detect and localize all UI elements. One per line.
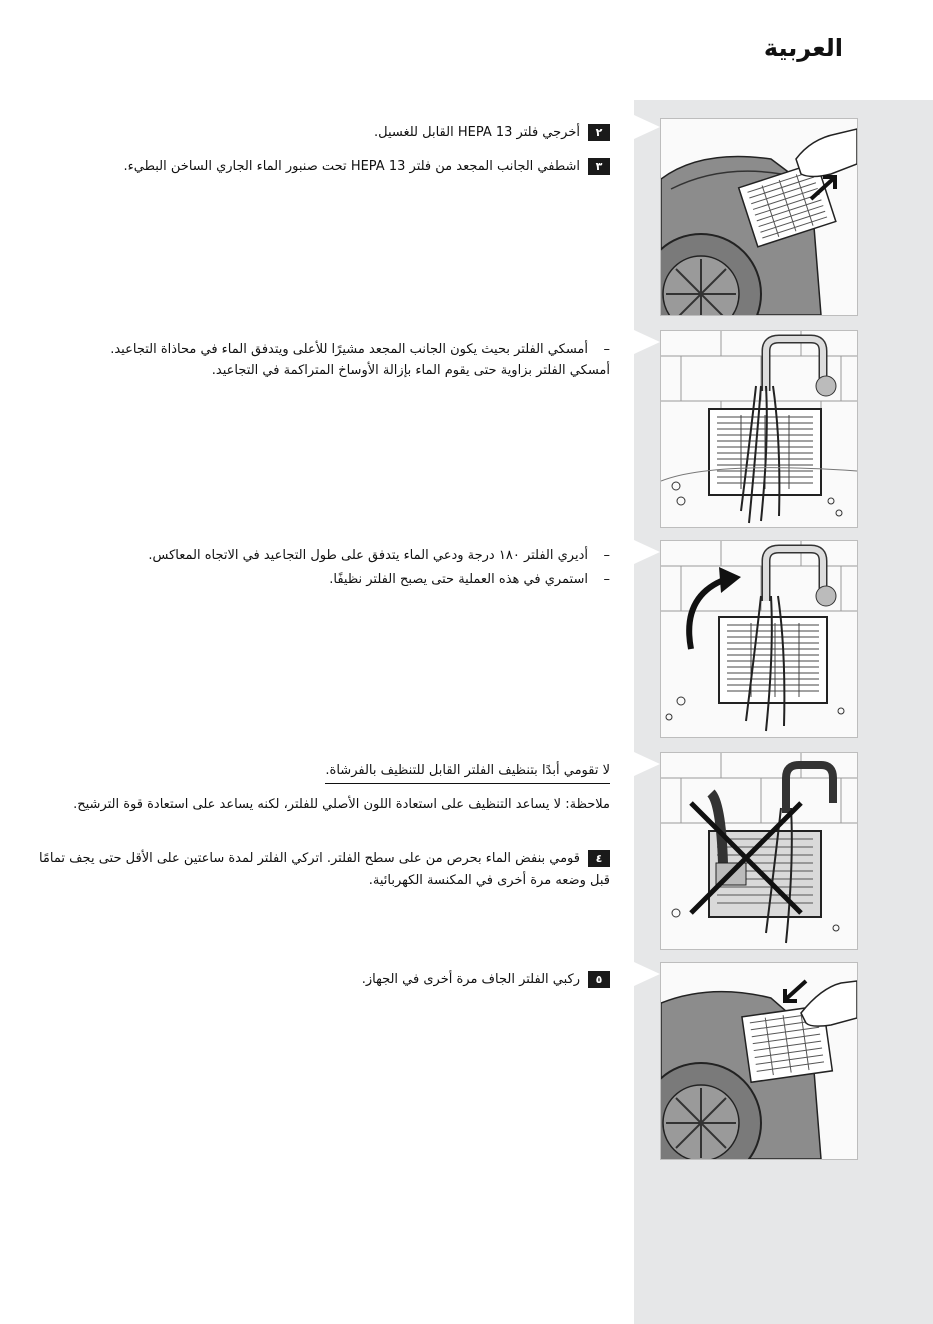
step-4 <box>30 848 610 892</box>
vacuum-remove-filter-icon <box>661 119 857 315</box>
page-language-title: العربية <box>763 34 843 62</box>
bullet-dash: – <box>603 342 610 357</box>
illustration-rotate-filter <box>660 540 858 738</box>
step-number: ٤ <box>588 850 610 867</box>
illustration-insert-filter <box>660 962 858 1160</box>
panel-pointer <box>634 330 660 354</box>
panel-pointer <box>634 540 660 564</box>
panel-pointer <box>634 752 660 776</box>
bullet-text: استمري في هذه العملية حتى يصبح الفلتر نظيفًا. <box>329 572 588 587</box>
bullet-dash: – <box>603 572 610 587</box>
bullet-text: أمسكي الفلتر بزاوية حتى يقوم الماء بإزالة الأوساخ المتراكمة في التجاعيد. <box>211 363 610 378</box>
step-number: ٣ <box>588 158 610 175</box>
panel-pointer <box>634 962 660 986</box>
step-text: اشطفي الجانب المجعد من فلتر HEPA 13 تحت صنبور الماء الجاري الساخن البطيء. <box>123 159 580 174</box>
bullet-rotate-filter <box>148 546 610 566</box>
bullet-angle-filter <box>212 361 610 381</box>
step-2 <box>374 123 610 143</box>
bullet-continue <box>329 570 610 590</box>
rotate-filter-icon <box>661 541 857 737</box>
bullet-dash: – <box>603 548 610 563</box>
illustration-remove-filter <box>660 118 858 316</box>
bullet-hold-filter <box>110 340 610 360</box>
step-text: ركبي الفلتر الجاف مرة أخرى في الجهاز. <box>361 972 580 987</box>
illustration-rinse-filter <box>660 330 858 528</box>
note-text: ملاحظة: لا يساعد التنظيف على استعادة اللون الأصلي للفلتر، لكنه يساعد على استعادة قوة الترشيح. <box>73 797 610 812</box>
step-3 <box>124 157 610 177</box>
step-number: ٢ <box>588 124 610 141</box>
panel-pointer <box>634 115 660 139</box>
step-text: أخرجي فلتر HEPA 13 القابل للغسيل. <box>373 125 580 140</box>
warning-text: لا تقومي أبدًا بتنظيف الفلتر القابل للتنظيف بالفرشاة. <box>325 761 610 784</box>
bullet-text: أديري الفلتر ١٨٠ درجة ودعي الماء يتدفق على طول التجاعيد في الاتجاه المعاكس. <box>148 548 588 563</box>
step-5 <box>362 970 610 990</box>
vacuum-insert-filter-icon <box>661 963 857 1159</box>
step-number: ٥ <box>588 971 610 988</box>
step-text: قومي بنفض الماء بحرص من على سطح الفلتر. اتركي الفلتر لمدة ساعتين على الأقل حتى يجف تمامًا قبل وضعه مرة أخرى في المكنسة الكهربائية. <box>38 851 610 888</box>
illustration-no-brush <box>660 752 858 950</box>
rinse-filter-icon <box>661 331 857 527</box>
no-brush-icon <box>661 753 857 949</box>
bullet-text: أمسكي الفلتر بحيث يكون الجانب المجعد مشيرًا للأعلى ويتدفق الماء في محاذاة التجاعيد. <box>110 342 588 357</box>
